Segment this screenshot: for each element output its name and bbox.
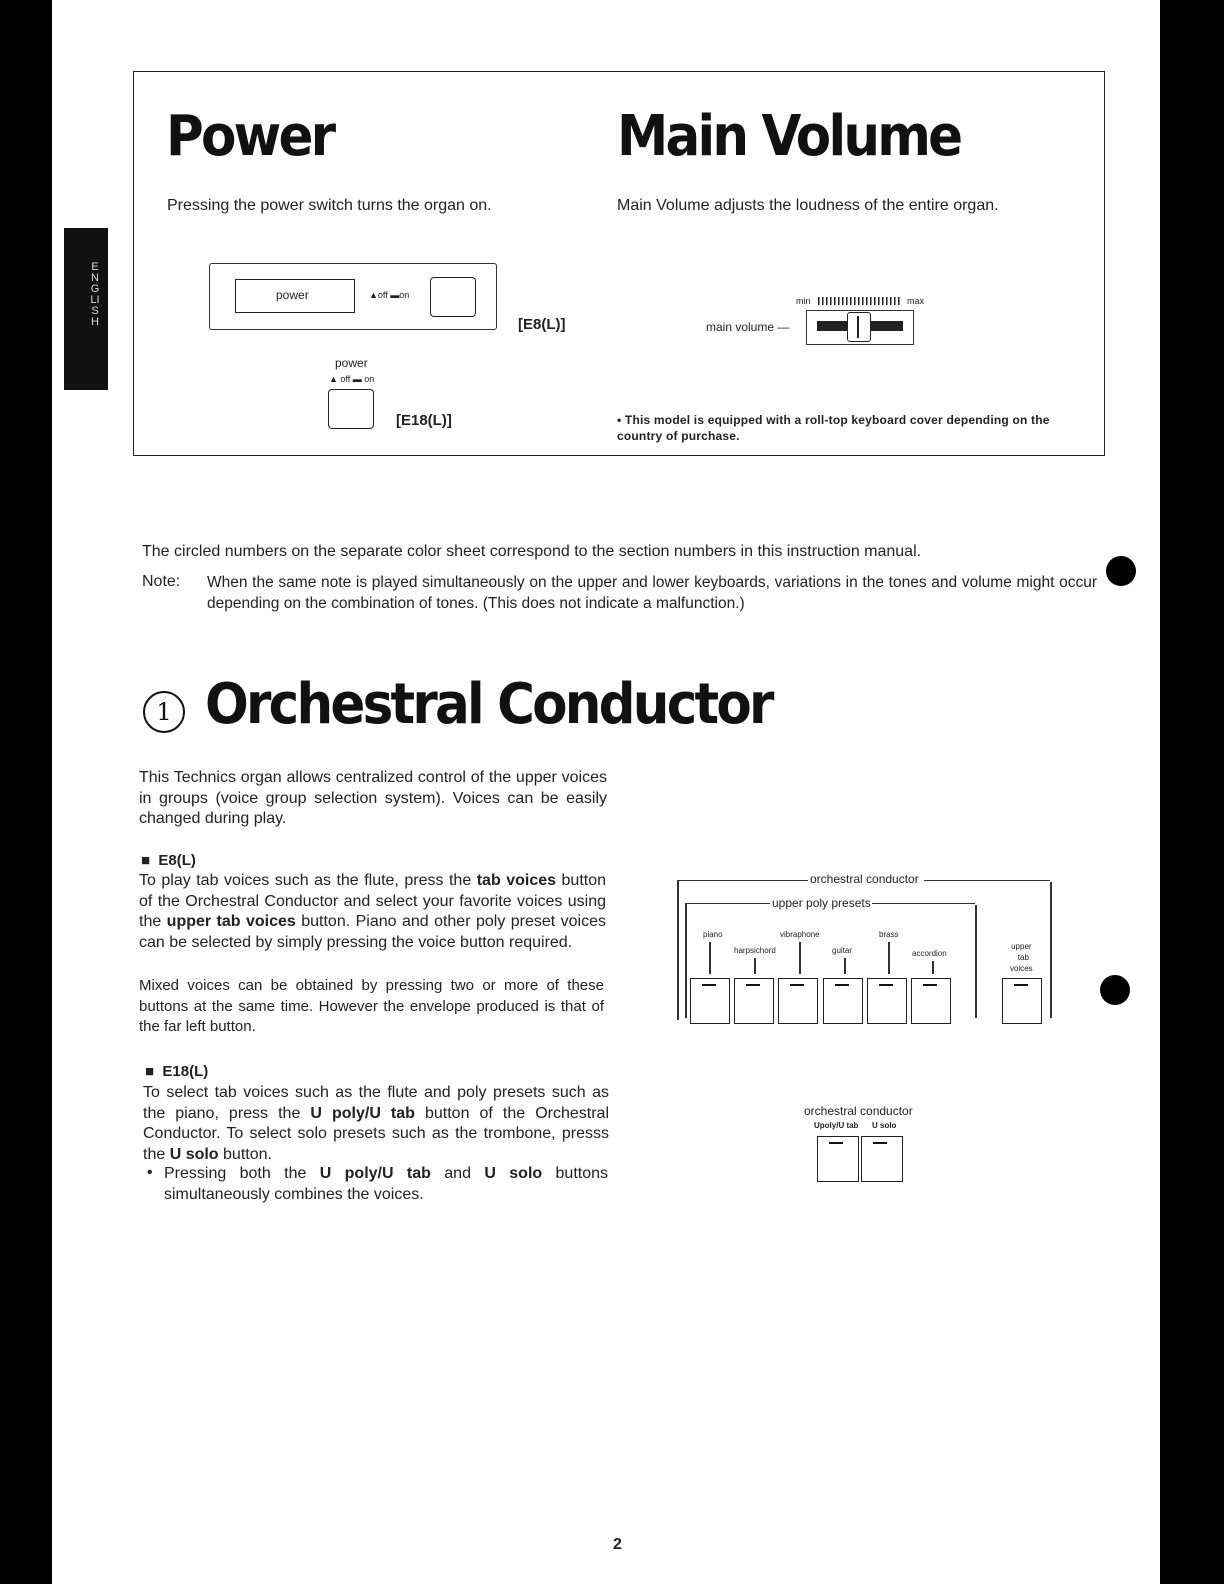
power-description: Pressing the power switch turns the organ on. bbox=[167, 197, 492, 214]
voice-button-vibraphone[interactable] bbox=[778, 978, 818, 1024]
voice-button-brass[interactable] bbox=[867, 978, 907, 1024]
voice-button-accordion[interactable] bbox=[911, 978, 951, 1024]
upoly-utab-button[interactable] bbox=[817, 1136, 859, 1182]
oc-diagram-title: orchestral conductor bbox=[810, 872, 919, 886]
voice-label-harpsichord: harpsichord bbox=[734, 946, 776, 955]
main-volume-description: Main Volume adjusts the loudness of the entire organ. bbox=[617, 197, 999, 214]
voice-button-guitar[interactable] bbox=[823, 978, 863, 1024]
e18-model-label: [E18(L)] bbox=[396, 412, 452, 429]
e18-section-title: ■ E18(L) bbox=[145, 1063, 209, 1080]
voice-label-piano: piano bbox=[703, 930, 723, 939]
volume-slider-track[interactable] bbox=[806, 310, 914, 345]
e18-b-d: U solo bbox=[484, 1165, 543, 1182]
upper-tab-voices-button[interactable] bbox=[1002, 978, 1042, 1024]
voice-label-accordion: accordion bbox=[912, 949, 947, 958]
page-edge-left bbox=[0, 0, 52, 1584]
volume-scale-min: min bbox=[796, 296, 811, 306]
upper-tab-label-line1: upper bbox=[1011, 942, 1032, 951]
e8-p1-e: button. Piano and other poly preset voices can be selected by simply pressing the voice button required. bbox=[139, 913, 606, 951]
voice-button-piano[interactable] bbox=[690, 978, 730, 1024]
upper-tab-label-line3: voices bbox=[1010, 964, 1033, 973]
e8-p1-a: To play tab voices such as the flute, press the bbox=[139, 872, 477, 889]
section-number-circle bbox=[143, 691, 185, 733]
language-tab bbox=[64, 228, 108, 390]
margin-dot-marker bbox=[1106, 556, 1136, 586]
e8-p1-b: tab voices bbox=[476, 872, 557, 889]
e18-b-b: U poly/U tab bbox=[319, 1165, 431, 1182]
e18-section-title-text: E18(L) bbox=[162, 1063, 209, 1080]
note-text: When the same note is played simultaneously on the upper and lower keyboards, variations in the tones and volume might occur depending on the combination of tones. (This does not indicate a malfunction.) bbox=[207, 574, 1097, 612]
upper-poly-presets-label: upper poly presets bbox=[772, 896, 871, 910]
e18-b-a: Pressing both the bbox=[164, 1165, 320, 1182]
note-label: Note: bbox=[142, 573, 181, 590]
e8-paragraph-2: Mixed voices can be obtained by pressing two or more of these buttons at the same time. However the envelope produced is that of the far left button. bbox=[139, 977, 604, 1035]
e18-power-title: power bbox=[335, 356, 368, 370]
e18-bullet-text bbox=[164, 1164, 608, 1205]
e18-p1-d: U solo bbox=[169, 1145, 219, 1163]
page-margin bbox=[52, 0, 64, 1584]
volume-scale-ticks bbox=[818, 297, 902, 305]
power-heading: Power bbox=[166, 104, 334, 169]
e18-power-switch[interactable] bbox=[328, 389, 374, 429]
upper-tab-label-line2: tab bbox=[1017, 953, 1029, 962]
page-edge-right bbox=[1160, 0, 1224, 1584]
e18-p1-e: button. bbox=[218, 1145, 272, 1163]
main-volume-heading: Main Volume bbox=[617, 104, 961, 169]
e18-p1-a: To select tab voices such as the flute and poly presets such as the piano, press the bbox=[143, 1084, 609, 1122]
voice-label-brass: brass bbox=[879, 930, 899, 939]
e18-oc-label-usolo: U solo bbox=[872, 1121, 897, 1130]
e18-paragraph-1 bbox=[143, 1083, 609, 1165]
orchestral-lead: This Technics organ allows centralized control of the upper voices in groups (voice group selection system). Voices can be easily changed during play. bbox=[139, 769, 607, 827]
voice-label-vibraphone: vibraphone bbox=[780, 930, 820, 939]
usolo-button[interactable] bbox=[861, 1136, 903, 1182]
e18-oc-title: orchestral conductor bbox=[804, 1104, 913, 1118]
e8-power-switch[interactable] bbox=[430, 277, 476, 317]
e8-model-label: [E8(L)] bbox=[518, 316, 566, 333]
e18-b-e: buttons simultaneously combines the voices. bbox=[164, 1165, 609, 1203]
language-tab-label: ENGLISH bbox=[90, 261, 100, 328]
volume-slider-knob[interactable] bbox=[847, 312, 871, 342]
e18-b-c: and bbox=[430, 1165, 485, 1182]
e18-p1-c: button of the Orchestral Conductor. To select solo presets such as the trombone, presss the bbox=[143, 1104, 609, 1163]
e18-p1-b: U poly/U tab bbox=[310, 1104, 415, 1122]
e8-power-button-label: power bbox=[276, 288, 309, 302]
orchestral-heading: Orchestral Conductor bbox=[205, 672, 772, 737]
e18-oc-label-upoly: Upoly/U tab bbox=[814, 1121, 859, 1130]
e8-section-title-text: E8(L) bbox=[158, 852, 196, 869]
voice-label-guitar: guitar bbox=[832, 946, 853, 955]
e18-switch-legend: ▲ off ▬ on bbox=[329, 374, 375, 384]
e8-p1-c: button of the Orchestral Conductor and select your favorite voices using the bbox=[139, 872, 607, 930]
margin-dot-marker-2 bbox=[1100, 975, 1130, 1005]
e8-section-title: ■ E8(L) bbox=[141, 852, 196, 869]
e8-power-button[interactable] bbox=[235, 279, 355, 313]
e18-bullet-marker: • bbox=[147, 1164, 153, 1181]
e8-switch-legend: ▲off ▬on bbox=[369, 290, 410, 300]
volume-scale-max: max bbox=[907, 296, 925, 306]
upper-tab-voices-label bbox=[1010, 941, 1033, 974]
page-number: 2 bbox=[613, 1536, 622, 1553]
voice-button-harpsichord[interactable] bbox=[734, 978, 774, 1024]
e8-p1-d: upper tab voices bbox=[166, 913, 296, 930]
e8-paragraph-1 bbox=[139, 871, 606, 953]
roll-top-note: • This model is equipped with a roll-top keyboard cover depending on the country of purchase. bbox=[617, 413, 1050, 443]
section-number: 1 bbox=[156, 698, 172, 726]
volume-slider-label: main volume — bbox=[706, 320, 790, 334]
circled-numbers-text: The circled numbers on the separate color sheet correspond to the section numbers in this instruction manual. bbox=[142, 543, 922, 560]
